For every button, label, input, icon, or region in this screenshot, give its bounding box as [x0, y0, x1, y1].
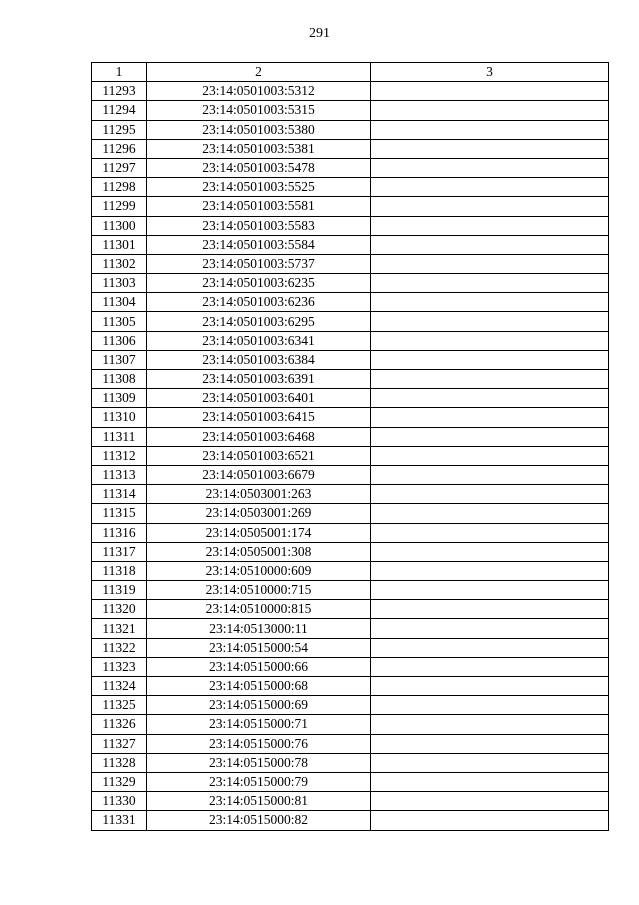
note-cell: [371, 178, 609, 197]
row-number-cell: 11293: [92, 82, 147, 101]
note-cell: [371, 638, 609, 657]
cadastral-number-cell: 23:14:0501003:5584: [147, 235, 371, 254]
cadastral-number-cell: 23:14:0510000:609: [147, 561, 371, 580]
cadastral-number-cell: 23:14:0515000:76: [147, 734, 371, 753]
table-row: [92, 504, 609, 523]
cadastral-number-cell: 23:14:0515000:82: [147, 811, 371, 830]
table-row: [92, 139, 609, 158]
note-cell: [371, 254, 609, 273]
note-cell: [371, 101, 609, 120]
row-number-cell: 11317: [92, 542, 147, 561]
note-cell: [371, 274, 609, 293]
cadastral-number-cell: 23:14:0501003:5737: [147, 254, 371, 273]
table-row: [92, 772, 609, 791]
table-row: [92, 101, 609, 120]
row-number-cell: 11330: [92, 792, 147, 811]
table-row: [92, 485, 609, 504]
note-cell: [371, 657, 609, 676]
note-cell: [371, 139, 609, 158]
note-cell: [371, 120, 609, 139]
table-row: [92, 465, 609, 484]
row-number-cell: 11314: [92, 485, 147, 504]
note-cell: [371, 235, 609, 254]
row-number-cell: 11323: [92, 657, 147, 676]
table-row: [92, 619, 609, 638]
note-cell: [371, 811, 609, 830]
row-number-cell: 11308: [92, 370, 147, 389]
row-number-cell: 11322: [92, 638, 147, 657]
table-row: [92, 350, 609, 369]
cadastral-number-cell: 23:14:0503001:263: [147, 485, 371, 504]
cadastral-number-cell: 23:14:0505001:174: [147, 523, 371, 542]
row-number-cell: 11299: [92, 197, 147, 216]
table-row: [92, 446, 609, 465]
row-number-cell: 11298: [92, 178, 147, 197]
header-row: [92, 63, 609, 82]
page-number: 291: [309, 26, 330, 41]
cadastral-number-cell: 23:14:0501003:5525: [147, 178, 371, 197]
table-row: [92, 235, 609, 254]
cadastral-number-cell: 23:14:0515000:71: [147, 715, 371, 734]
table-row: [92, 82, 609, 101]
row-number-cell: 11301: [92, 235, 147, 254]
table-row: [92, 561, 609, 580]
table-row: [92, 811, 609, 830]
cadastral-number-cell: 23:14:0501003:6384: [147, 350, 371, 369]
row-number-cell: 11328: [92, 753, 147, 772]
table-body: [92, 82, 609, 830]
cadastral-number-cell: 23:14:0501003:6679: [147, 465, 371, 484]
row-number-cell: 11318: [92, 561, 147, 580]
note-cell: [371, 197, 609, 216]
table-row: [92, 523, 609, 542]
cadastral-number-cell: 23:14:0515000:54: [147, 638, 371, 657]
table-row: [92, 715, 609, 734]
table-row: [92, 408, 609, 427]
row-number-cell: 11331: [92, 811, 147, 830]
row-number-cell: 11327: [92, 734, 147, 753]
table-row: [92, 657, 609, 676]
cadastral-number-cell: 23:14:0501003:5478: [147, 158, 371, 177]
table-row: [92, 331, 609, 350]
row-number-cell: 11319: [92, 581, 147, 600]
header-cell-col-1: 1: [92, 63, 147, 82]
row-number-cell: 11320: [92, 600, 147, 619]
table-row: [92, 178, 609, 197]
cadastral-number-cell: 23:14:0501003:6235: [147, 274, 371, 293]
note-cell: [371, 408, 609, 427]
cadastral-number-cell: 23:14:0501003:6468: [147, 427, 371, 446]
row-number-cell: 11315: [92, 504, 147, 523]
row-number-cell: 11325: [92, 696, 147, 715]
table-row: [92, 792, 609, 811]
cadastral-number-cell: 23:14:0501003:5312: [147, 82, 371, 101]
cadastral-number-cell: 23:14:0501003:6415: [147, 408, 371, 427]
registry-table: [91, 62, 609, 831]
row-number-cell: 11329: [92, 772, 147, 791]
note-cell: [371, 792, 609, 811]
note-cell: [371, 561, 609, 580]
cadastral-number-cell: 23:14:0501003:5380: [147, 120, 371, 139]
cadastral-number-cell: 23:14:0515000:66: [147, 657, 371, 676]
row-number-cell: 11321: [92, 619, 147, 638]
table-row: [92, 370, 609, 389]
note-cell: [371, 504, 609, 523]
row-number-cell: 11297: [92, 158, 147, 177]
cadastral-number-cell: 23:14:0515000:79: [147, 772, 371, 791]
note-cell: [371, 485, 609, 504]
row-number-cell: 11306: [92, 331, 147, 350]
cadastral-number-cell: 23:14:0510000:815: [147, 600, 371, 619]
row-number-cell: 11302: [92, 254, 147, 273]
table-header: [92, 63, 609, 82]
cadastral-number-cell: 23:14:0501003:6391: [147, 370, 371, 389]
cadastral-number-cell: 23:14:0501003:6521: [147, 446, 371, 465]
table-row: [92, 293, 609, 312]
note-cell: [371, 465, 609, 484]
cadastral-number-cell: 23:14:0501003:5381: [147, 139, 371, 158]
row-number-cell: 11303: [92, 274, 147, 293]
row-number-cell: 11309: [92, 389, 147, 408]
cadastral-number-cell: 23:14:0501003:6295: [147, 312, 371, 331]
note-cell: [371, 772, 609, 791]
note-cell: [371, 542, 609, 561]
row-number-cell: 11326: [92, 715, 147, 734]
cadastral-number-cell: 23:14:0515000:81: [147, 792, 371, 811]
cadastral-number-cell: 23:14:0501003:6401: [147, 389, 371, 408]
table-row: [92, 753, 609, 772]
cadastral-number-cell: 23:14:0515000:68: [147, 677, 371, 696]
table-row: [92, 216, 609, 235]
cadastral-number-cell: 23:14:0501003:5583: [147, 216, 371, 235]
cadastral-number-cell: 23:14:0503001:269: [147, 504, 371, 523]
table-row: [92, 158, 609, 177]
row-number-cell: 11296: [92, 139, 147, 158]
row-number-cell: 11311: [92, 427, 147, 446]
row-number-cell: 11324: [92, 677, 147, 696]
note-cell: [371, 389, 609, 408]
table-row: [92, 312, 609, 331]
row-number-cell: 11313: [92, 465, 147, 484]
cadastral-number-cell: 23:14:0501003:6236: [147, 293, 371, 312]
note-cell: [371, 696, 609, 715]
cadastral-number-cell: 23:14:0501003:5581: [147, 197, 371, 216]
note-cell: [371, 619, 609, 638]
table-row: [92, 427, 609, 446]
cadastral-number-cell: 23:14:0513000:11: [147, 619, 371, 638]
row-number-cell: 11312: [92, 446, 147, 465]
table-row: [92, 120, 609, 139]
row-number-cell: 11300: [92, 216, 147, 235]
table-row: [92, 696, 609, 715]
cadastral-number-cell: 23:14:0501003:5315: [147, 101, 371, 120]
cadastral-number-cell: 23:14:0510000:715: [147, 581, 371, 600]
table-row: [92, 600, 609, 619]
note-cell: [371, 600, 609, 619]
cadastral-number-cell: 23:14:0515000:78: [147, 753, 371, 772]
note-cell: [371, 312, 609, 331]
note-cell: [371, 82, 609, 101]
note-cell: [371, 734, 609, 753]
note-cell: [371, 370, 609, 389]
note-cell: [371, 216, 609, 235]
row-number-cell: 11294: [92, 101, 147, 120]
note-cell: [371, 715, 609, 734]
note-cell: [371, 293, 609, 312]
note-cell: [371, 158, 609, 177]
table-row: [92, 274, 609, 293]
note-cell: [371, 753, 609, 772]
table-row: [92, 581, 609, 600]
note-cell: [371, 446, 609, 465]
row-number-cell: 11304: [92, 293, 147, 312]
table-row: [92, 197, 609, 216]
cadastral-number-cell: 23:14:0505001:308: [147, 542, 371, 561]
note-cell: [371, 331, 609, 350]
note-cell: [371, 677, 609, 696]
table-row: [92, 542, 609, 561]
note-cell: [371, 523, 609, 542]
header-cell-col-3: 3: [371, 63, 609, 82]
row-number-cell: 11316: [92, 523, 147, 542]
note-cell: [371, 427, 609, 446]
table-row: [92, 638, 609, 657]
table-row: [92, 734, 609, 753]
table-row: [92, 254, 609, 273]
cadastral-number-cell: 23:14:0501003:6341: [147, 331, 371, 350]
row-number-cell: 11295: [92, 120, 147, 139]
note-cell: [371, 350, 609, 369]
row-number-cell: 11307: [92, 350, 147, 369]
table-row: [92, 389, 609, 408]
header-cell-col-2: 2: [147, 63, 371, 82]
row-number-cell: 11310: [92, 408, 147, 427]
cadastral-number-cell: 23:14:0515000:69: [147, 696, 371, 715]
table-row: [92, 677, 609, 696]
note-cell: [371, 581, 609, 600]
row-number-cell: 11305: [92, 312, 147, 331]
